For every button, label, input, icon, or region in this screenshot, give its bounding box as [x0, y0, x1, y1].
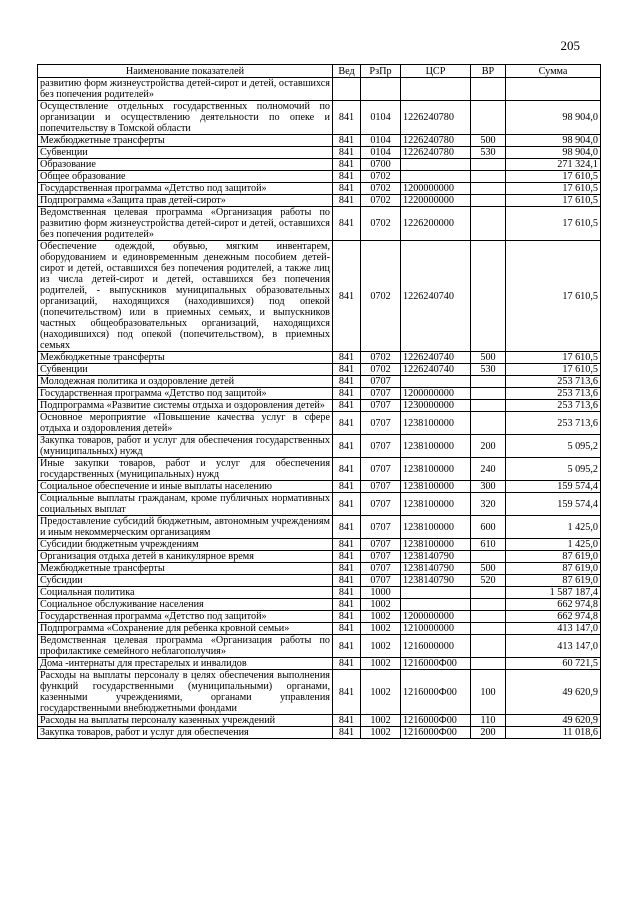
row-sum: 60 721,5 — [506, 658, 601, 670]
row-vr — [471, 635, 506, 658]
table-row — [38, 715, 601, 727]
row-vr — [471, 241, 506, 352]
row-name: Ведомственная целевая программа «Организация работы по профилактике семейного неблагополучия» — [38, 635, 333, 658]
row-sum: 5 095,2 — [506, 458, 601, 481]
row-ved: 841 — [333, 575, 361, 587]
row-rzpr: 0707 — [361, 551, 401, 563]
table-row — [38, 412, 601, 435]
row-ved: 841 — [333, 376, 361, 388]
row-csr: 1226240740 — [401, 241, 471, 352]
row-name: Подпрограмма «Сохранение для ребенка кровной семьи» — [38, 623, 333, 635]
row-vr: 200 — [471, 727, 506, 739]
row-ved: 841 — [333, 551, 361, 563]
row-sum: 17 610,5 — [506, 207, 601, 241]
row-ved: 841 — [333, 727, 361, 739]
table-row — [38, 171, 601, 183]
row-vr — [471, 171, 506, 183]
row-name: Образование — [38, 159, 333, 171]
table-row — [38, 658, 601, 670]
row-rzpr: 0702 — [361, 241, 401, 352]
row-ved: 841 — [333, 241, 361, 352]
table-row — [38, 611, 601, 623]
table-row — [38, 539, 601, 551]
row-sum: 662 974,8 — [506, 599, 601, 611]
table-row — [38, 135, 601, 147]
row-vr: 520 — [471, 575, 506, 587]
row-ved: 841 — [333, 458, 361, 481]
row-vr — [471, 376, 506, 388]
row-rzpr: 0700 — [361, 159, 401, 171]
row-vr — [471, 658, 506, 670]
row-rzpr: 0707 — [361, 435, 401, 458]
row-vr — [471, 78, 506, 101]
row-csr: 1230000000 — [401, 400, 471, 412]
row-vr: 200 — [471, 435, 506, 458]
row-rzpr: 0707 — [361, 575, 401, 587]
row-sum: 17 610,5 — [506, 171, 601, 183]
row-ved: 841 — [333, 159, 361, 171]
row-sum: 5 095,2 — [506, 435, 601, 458]
row-csr — [401, 376, 471, 388]
row-rzpr: 1002 — [361, 727, 401, 739]
row-sum: 87 619,0 — [506, 551, 601, 563]
row-csr: 1200000000 — [401, 388, 471, 400]
row-name: Осуществление отдельных государственных полномочий по организации и осуществлению деятельности по опеке и попечительству в Томской области — [38, 101, 333, 135]
row-csr: 1226240780 — [401, 101, 471, 135]
row-name: Межбюджетные трансферты — [38, 563, 333, 575]
row-sum: 17 610,5 — [506, 183, 601, 195]
row-name: Межбюджетные трансферты — [38, 135, 333, 147]
row-name: Обеспечение одеждой, обувью, мягким инвентарем, оборудованием и единовременным денежным пособием детей-сирот и детей, оставшихся без попечения родителей, а также лиц из числа детей-сирот и детей, оставшихся без попечения родителей, - выпускников муниципальных образовательных организаций, находящихся (находившихся) под опекой (попечительством) или в приемных семьях, и выпускников частных общеобразовательных организаций, находящихся (находившихся) под опекой (попечительством), в приемных семьях — [38, 241, 333, 352]
table-row — [38, 435, 601, 458]
row-name: Предоставление субсидий бюджетным, автономным учреждениям и иным некоммерческим организациям — [38, 516, 333, 539]
row-vr — [471, 599, 506, 611]
table-row — [38, 458, 601, 481]
row-csr: 1200000000 — [401, 183, 471, 195]
row-ved: 841 — [333, 101, 361, 135]
row-sum: 98 904,0 — [506, 135, 601, 147]
row-csr: 1238100000 — [401, 516, 471, 539]
row-sum: 253 713,6 — [506, 412, 601, 435]
row-sum: 253 713,6 — [506, 400, 601, 412]
table-row — [38, 376, 601, 388]
table-row — [38, 364, 601, 376]
row-name: Субсидии бюджетным учреждениям — [38, 539, 333, 551]
row-ved: 841 — [333, 207, 361, 241]
table-row — [38, 388, 601, 400]
row-sum: 98 904,0 — [506, 147, 601, 159]
row-csr: 1210000000 — [401, 623, 471, 635]
row-sum: 11 018,6 — [506, 727, 601, 739]
row-sum: 1 425,0 — [506, 539, 601, 551]
row-ved: 841 — [333, 493, 361, 516]
table-row — [38, 352, 601, 364]
budget-table — [37, 64, 601, 739]
row-csr: 1226240740 — [401, 352, 471, 364]
row-csr: 1216000Ф00 — [401, 715, 471, 727]
row-name: Социальные выплаты гражданам, кроме публичных нормативных социальных выплат — [38, 493, 333, 516]
row-rzpr: 0707 — [361, 458, 401, 481]
row-rzpr: 0707 — [361, 376, 401, 388]
row-ved: 841 — [333, 587, 361, 599]
row-vr: 530 — [471, 147, 506, 159]
table-row — [38, 599, 601, 611]
row-csr: 1238100000 — [401, 412, 471, 435]
table-row — [38, 493, 601, 516]
table-row — [38, 670, 601, 715]
row-csr: 1238100000 — [401, 435, 471, 458]
row-ved: 841 — [333, 364, 361, 376]
table-row — [38, 623, 601, 635]
table-row — [38, 183, 601, 195]
row-csr: 1238140790 — [401, 575, 471, 587]
row-vr: 530 — [471, 364, 506, 376]
table-row — [38, 516, 601, 539]
row-vr: 500 — [471, 135, 506, 147]
row-name: Межбюджетные трансферты — [38, 352, 333, 364]
row-rzpr: 0707 — [361, 388, 401, 400]
row-ved: 841 — [333, 670, 361, 715]
row-sum: 159 574,4 — [506, 493, 601, 516]
row-sum: 253 713,6 — [506, 376, 601, 388]
row-csr: 1226240780 — [401, 135, 471, 147]
row-sum: 17 610,5 — [506, 241, 601, 352]
row-rzpr: 1002 — [361, 658, 401, 670]
row-name: Государственная программа «Детство под защитой» — [38, 611, 333, 623]
row-csr: 1226200000 — [401, 207, 471, 241]
row-sum: 17 610,5 — [506, 195, 601, 207]
table-row — [38, 727, 601, 739]
header-rzpr: РзПр — [361, 65, 401, 78]
table-row — [38, 575, 601, 587]
table-row — [38, 207, 601, 241]
row-sum: 17 610,5 — [506, 352, 601, 364]
row-sum: 87 619,0 — [506, 575, 601, 587]
table-row — [38, 481, 601, 493]
row-sum: 87 619,0 — [506, 563, 601, 575]
row-vr — [471, 183, 506, 195]
page-number: 205 — [560, 38, 580, 53]
row-csr: 1216000Ф00 — [401, 670, 471, 715]
row-sum: 49 620,9 — [506, 670, 601, 715]
row-vr — [471, 101, 506, 135]
row-name: Государственная программа «Детство под защитой» — [38, 388, 333, 400]
row-ved: 841 — [333, 623, 361, 635]
row-vr — [471, 195, 506, 207]
row-ved: 841 — [333, 599, 361, 611]
header-sum: Сумма — [506, 65, 601, 78]
row-ved: 841 — [333, 715, 361, 727]
row-csr — [401, 599, 471, 611]
row-vr — [471, 388, 506, 400]
row-ved — [333, 78, 361, 101]
row-vr: 500 — [471, 563, 506, 575]
row-vr — [471, 551, 506, 563]
row-ved: 841 — [333, 412, 361, 435]
row-rzpr: 1002 — [361, 670, 401, 715]
row-ved: 841 — [333, 352, 361, 364]
row-ved: 841 — [333, 611, 361, 623]
row-ved: 841 — [333, 516, 361, 539]
row-sum: 17 610,5 — [506, 364, 601, 376]
row-sum: 49 620,9 — [506, 715, 601, 727]
row-csr: 1238100000 — [401, 458, 471, 481]
row-vr — [471, 159, 506, 171]
row-rzpr — [361, 78, 401, 101]
row-vr: 240 — [471, 458, 506, 481]
table-row — [38, 551, 601, 563]
row-csr: 1238100000 — [401, 493, 471, 516]
row-csr: 1226240740 — [401, 364, 471, 376]
row-name: Социальное обеспечение и иные выплаты населению — [38, 481, 333, 493]
row-csr: 1226240780 — [401, 147, 471, 159]
row-rzpr: 0707 — [361, 539, 401, 551]
row-sum: 253 713,6 — [506, 388, 601, 400]
row-rzpr: 1002 — [361, 715, 401, 727]
row-name: Подпрограмма «Развитие системы отдыха и оздоровления детей» — [38, 400, 333, 412]
row-name: Дома -интернаты для престарелых и инвалидов — [38, 658, 333, 670]
row-rzpr: 0702 — [361, 352, 401, 364]
table-body — [38, 78, 601, 739]
row-sum: 662 974,8 — [506, 611, 601, 623]
row-vr — [471, 611, 506, 623]
table-row — [38, 400, 601, 412]
row-rzpr: 0707 — [361, 516, 401, 539]
row-rzpr: 0702 — [361, 171, 401, 183]
table-row — [38, 635, 601, 658]
row-name: Закупка товаров, работ и услуг для обеспечения государственных (муниципальных) нужд — [38, 435, 333, 458]
row-rzpr: 0702 — [361, 207, 401, 241]
row-name: Закупка товаров, работ и услуг для обеспечения — [38, 727, 333, 739]
row-csr: 1216000Ф00 — [401, 727, 471, 739]
row-name: Подпрограмма «Защита прав детей-сирот» — [38, 195, 333, 207]
table-row — [38, 101, 601, 135]
row-vr — [471, 207, 506, 241]
row-vr: 300 — [471, 481, 506, 493]
row-vr: 610 — [471, 539, 506, 551]
row-rzpr: 0104 — [361, 135, 401, 147]
row-rzpr: 0707 — [361, 493, 401, 516]
header-csr: ЦСР — [401, 65, 471, 78]
table-row — [38, 587, 601, 599]
table-row — [38, 241, 601, 352]
row-csr — [401, 78, 471, 101]
row-rzpr: 0104 — [361, 101, 401, 135]
row-name: Расходы на выплаты персоналу казенных учреждений — [38, 715, 333, 727]
row-ved: 841 — [333, 388, 361, 400]
row-name: Субвенции — [38, 364, 333, 376]
row-name: Субсидии — [38, 575, 333, 587]
row-vr: 110 — [471, 715, 506, 727]
row-sum — [506, 78, 601, 101]
row-ved: 841 — [333, 481, 361, 493]
row-name: Субвенции — [38, 147, 333, 159]
row-vr: 100 — [471, 670, 506, 715]
row-sum: 413 147,0 — [506, 635, 601, 658]
row-vr — [471, 623, 506, 635]
row-name: Основное мероприятие «Повышение качества услуг в сфере отдыха и оздоровления детей» — [38, 412, 333, 435]
row-rzpr: 0707 — [361, 400, 401, 412]
row-rzpr: 0104 — [361, 147, 401, 159]
table-row — [38, 159, 601, 171]
row-rzpr: 0707 — [361, 481, 401, 493]
row-name: Организация отдыха детей в каникулярное время — [38, 551, 333, 563]
row-sum: 98 904,0 — [506, 101, 601, 135]
row-sum: 1 425,0 — [506, 516, 601, 539]
table-row — [38, 78, 601, 101]
row-name: Ведомственная целевая программа «Организация работы по развитию форм жизнеустройства детей-сирот и детей, оставшихся без попечения родителей» — [38, 207, 333, 241]
row-ved: 841 — [333, 435, 361, 458]
row-name: Государственная программа «Детство под защитой» — [38, 183, 333, 195]
table-row — [38, 147, 601, 159]
row-csr: 1238140790 — [401, 551, 471, 563]
row-name: развитию форм жизнеустройства детей-сирот и детей, оставшихся без попечения родителей» — [38, 78, 333, 101]
row-ved: 841 — [333, 400, 361, 412]
row-csr: 1216000000 — [401, 635, 471, 658]
row-csr: 1238100000 — [401, 481, 471, 493]
row-sum: 413 147,0 — [506, 623, 601, 635]
row-rzpr: 0702 — [361, 183, 401, 195]
row-vr — [471, 400, 506, 412]
row-rzpr: 1002 — [361, 623, 401, 635]
row-sum: 271 324,1 — [506, 159, 601, 171]
row-rzpr: 0707 — [361, 563, 401, 575]
row-ved: 841 — [333, 635, 361, 658]
row-csr — [401, 587, 471, 599]
row-ved: 841 — [333, 171, 361, 183]
row-name: Расходы на выплаты персоналу в целях обеспечения выполнения функций государственными (муниципальными) органами, казенными учреждениями, органами управления государственными внебюджетными фондами — [38, 670, 333, 715]
row-rzpr: 1002 — [361, 599, 401, 611]
header-ved: Вед — [333, 65, 361, 78]
row-csr: 1238100000 — [401, 539, 471, 551]
table-row — [38, 195, 601, 207]
row-name: Социальное обслуживание населения — [38, 599, 333, 611]
row-name: Социальная политика — [38, 587, 333, 599]
row-csr: 1216000Ф00 — [401, 658, 471, 670]
row-vr: 320 — [471, 493, 506, 516]
row-sum: 1 587 187,4 — [506, 587, 601, 599]
row-ved: 841 — [333, 658, 361, 670]
row-rzpr: 0702 — [361, 364, 401, 376]
row-csr — [401, 159, 471, 171]
row-csr — [401, 171, 471, 183]
row-name: Общее образование — [38, 171, 333, 183]
table-header-row — [38, 65, 601, 78]
row-name: Молодежная политика и оздоровление детей — [38, 376, 333, 388]
row-vr — [471, 587, 506, 599]
header-vr: ВР — [471, 65, 506, 78]
row-csr: 1238140790 — [401, 563, 471, 575]
row-ved: 841 — [333, 195, 361, 207]
row-ved: 841 — [333, 539, 361, 551]
row-csr: 1200000000 — [401, 611, 471, 623]
row-rzpr: 0702 — [361, 195, 401, 207]
row-ved: 841 — [333, 563, 361, 575]
row-rzpr: 1000 — [361, 587, 401, 599]
row-ved: 841 — [333, 147, 361, 159]
row-name: Иные закупки товаров, работ и услуг для обеспечения государственных (муниципальных) нужд — [38, 458, 333, 481]
row-csr: 1220000000 — [401, 195, 471, 207]
row-ved: 841 — [333, 135, 361, 147]
row-rzpr: 0707 — [361, 412, 401, 435]
row-vr: 500 — [471, 352, 506, 364]
row-ved: 841 — [333, 183, 361, 195]
row-rzpr: 1002 — [361, 635, 401, 658]
row-rzpr: 1002 — [361, 611, 401, 623]
row-vr — [471, 412, 506, 435]
header-name: Наименование показателей — [38, 65, 333, 78]
table-row — [38, 563, 601, 575]
row-vr: 600 — [471, 516, 506, 539]
row-sum: 159 574,4 — [506, 481, 601, 493]
